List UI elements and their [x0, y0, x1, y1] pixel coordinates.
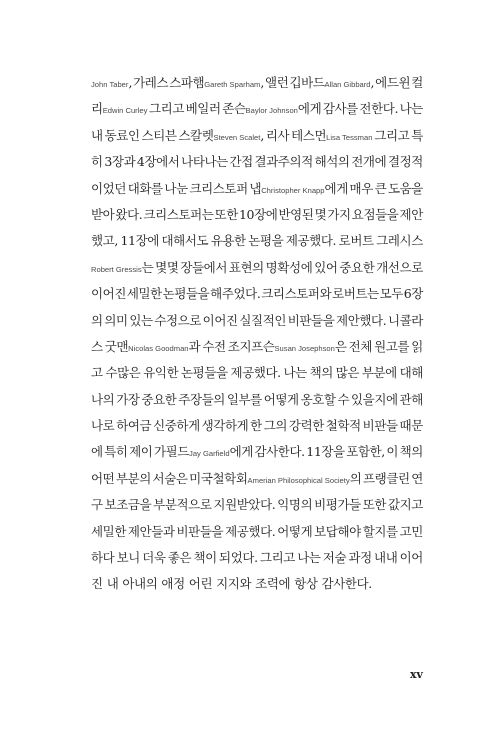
text-line: 이어진 세밀한 논평들을 해주었다. 크리스토퍼와 로버트는 모두 6장: [91, 286, 423, 302]
text-line: 세밀한 제안들과 비판들을 제공했다. 어떻게 보답해야 할지를 고민: [91, 523, 423, 539]
english-name: Lisa Tessman: [326, 132, 373, 142]
english-name: Gareth Sparham: [204, 80, 261, 89]
english-name: Baylor Johnson: [245, 106, 298, 116]
text-line: 고 수많은 유익한 논평들을 제공했다. 나는 책의 많은 부분에 대해: [91, 365, 423, 381]
english-name: Christopher Knapp: [261, 185, 325, 195]
text-line: Robert Gressis는 몇몇 장들에서 표현의 명확성에 있어 중요한 개선으로: [91, 259, 423, 275]
text-line: 에 특히 제이 가필드Jay Garfield에게 감사한다. 11장을 포함한, 이 책의: [91, 444, 423, 460]
english-name: Jay Garfield: [189, 449, 230, 459]
english-name: Allan Gibbard: [324, 80, 371, 89]
text-line: John Taber, 가레스 스파햄Gareth Sparham, 앨런 깁바드Allan Gibbard, 에드윈 컬: [91, 75, 423, 90]
text-line: 이었던 대화를 나눈 크리스토퍼 냅Christopher Knapp에게 매우 큰 도움을: [91, 180, 423, 196]
text-line: 스 굿맨Nicolas Goodman과 수전 조지프슨Susan Josephson은 전체 원고를 읽: [91, 338, 423, 354]
page-number: xv: [410, 668, 423, 681]
english-name: John Taber: [91, 80, 129, 89]
text-line: 어떤 부분의 서술은 미국철학회Amerian Philosophical Society의 프랭클린 연: [91, 470, 423, 486]
text-line: 했고, 11장에 대해서도 유용한 논평을 제공했다. 로버트 그레시스: [91, 233, 423, 249]
text-line: 리Edwin Curley 그리고 베일러 존슨Baylor Johnson에게 감사를 전한다. 나는: [91, 101, 423, 117]
text-line: 나로 하여금 신중하게 생각하게 한 그의 강력한 철학적 비판들 때문: [91, 418, 423, 434]
english-name: Steven Scalet: [213, 132, 261, 142]
text-line: 의 의미 있는 수정으로 이어진 실질적인 비판들을 제안했다. 니콜라: [91, 312, 423, 328]
english-name: Nicolas Goodman: [128, 343, 189, 353]
text-line: 받아 왔다. 크리스토퍼는 또한 10장에 반영된 몇 가지 요점들을 제안: [91, 206, 423, 222]
english-name: Edwin Curley: [102, 106, 148, 116]
english-name: Amerian Philosophical Society: [247, 475, 350, 485]
text-line: 내 동료인 스티븐 스칼렛Steven Scalet, 리사 테스먼Lisa Tessman 그리고 특: [91, 127, 423, 143]
text-line: 히 3장과 4장에서 나타나는 간접 결과주의적 해석의 전개에 결정적: [91, 154, 423, 170]
text-line: 하다 보니 더욱 좋은 책이 되었다. 그리고 나는 저술 과정 내내 이어: [91, 550, 423, 566]
english-name: Robert Gressis: [91, 264, 142, 274]
text-line: 진 내 아내의 애정 어린 지지와 조력에 항상 감사한다.: [91, 576, 372, 592]
acknowledgements-paragraph: [91, 70, 423, 598]
text-line: 구 보조금을 부분적으로 지원받았다. 익명의 비평가들 또한 값지고: [91, 497, 423, 513]
text-line: 나의 가장 중요한 주장들의 일부를 어떻게 옹호할 수 있을지에 관해: [91, 391, 423, 407]
english-name: Susan Josephson: [274, 343, 335, 353]
